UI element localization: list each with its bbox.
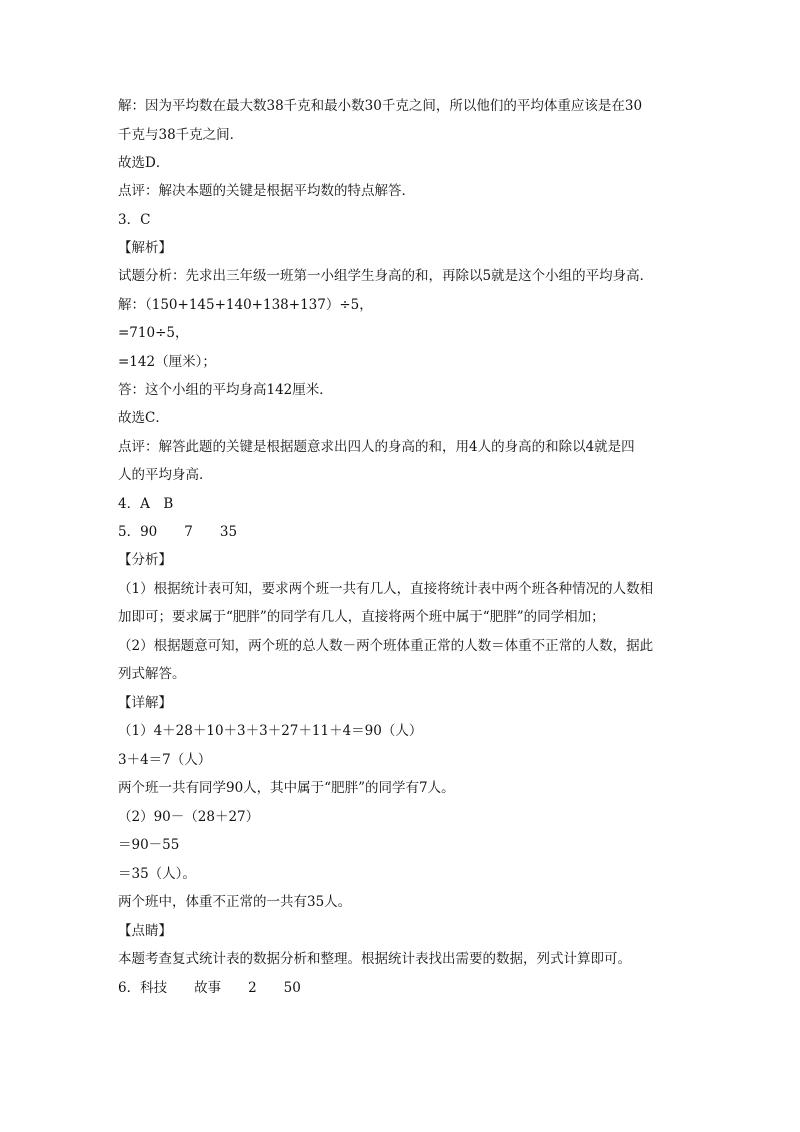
text-line: 两个班中，体重不正常的一共有35人。 <box>118 894 352 910</box>
text-line: ＝35（人）。 <box>118 866 196 882</box>
text-line: 人的平均身高． <box>118 467 213 483</box>
text-line: 两个班一共有同学90人，其中属于“肥胖”的同学有7人。 <box>118 780 455 796</box>
text-line: 答：这个小组的平均身高142厘米． <box>118 382 333 398</box>
text-line: 加即可；要求属于“肥胖”的同学有几人，直接将两个班中属于“肥胖”的同学相加； <box>118 609 605 625</box>
question-number: 4．A B <box>118 496 174 512</box>
question-number: 6．科技 故事 2 50 <box>118 980 301 996</box>
text-line: 解：因为平均数在最大数38千克和最小数30千克之间，所以他们的平均体重应该是在30 <box>118 98 643 114</box>
text-line: （2）90－（28＋27） <box>118 809 260 825</box>
text-line: （2）根据题意可知，两个班的总人数－两个班体重正常的人数＝体重不正常的人数，据此 <box>118 638 654 654</box>
question-number: 5．90 7 35 <box>118 524 238 540</box>
question-number: 3．C <box>118 212 151 228</box>
text-line: 3＋4＝7（人） <box>118 752 212 768</box>
text-line: =142（厘米）； <box>118 354 216 370</box>
section-heading: 【详解】 <box>118 695 172 711</box>
section-heading: 【分析】 <box>118 552 172 568</box>
section-heading: 【点睛】 <box>118 923 172 939</box>
text-line: （1）4＋28＋10＋3＋3＋27＋11＋4＝90（人） <box>118 723 423 739</box>
text-line: =710÷5， <box>118 325 189 341</box>
text-line: 解：（150+145+140+138+137）÷5， <box>118 297 373 313</box>
text-line: 本题考查复式统计表的数据分析和整理。根据统计表找出需要的数据，列式计算即可。 <box>118 951 631 967</box>
text-line: （1）根据统计表可知，要求两个班一共有几人，直接将统计表中两个班各种情况的人数相 <box>118 581 654 597</box>
section-heading: 【解析】 <box>118 240 172 256</box>
text-line: ＝90－55 <box>118 837 180 853</box>
text-line: 列式解答。 <box>118 666 186 682</box>
text-line: 故选C． <box>118 410 169 426</box>
text-line: 点评：解决本题的关键是根据平均数的特点解答． <box>118 183 415 199</box>
text-line: 点评：解答此题的关键是根据题意求出四人的身高的和，用4人的身高的和除以4就是四 <box>118 439 635 455</box>
text-line: 故选D． <box>118 155 170 171</box>
text-line: 试题分析：先求出三年级一班第一小组学生身高的和，再除以5就是这个小组的平均身高． <box>118 268 654 284</box>
text-line: 千克与38千克之间． <box>118 127 244 143</box>
